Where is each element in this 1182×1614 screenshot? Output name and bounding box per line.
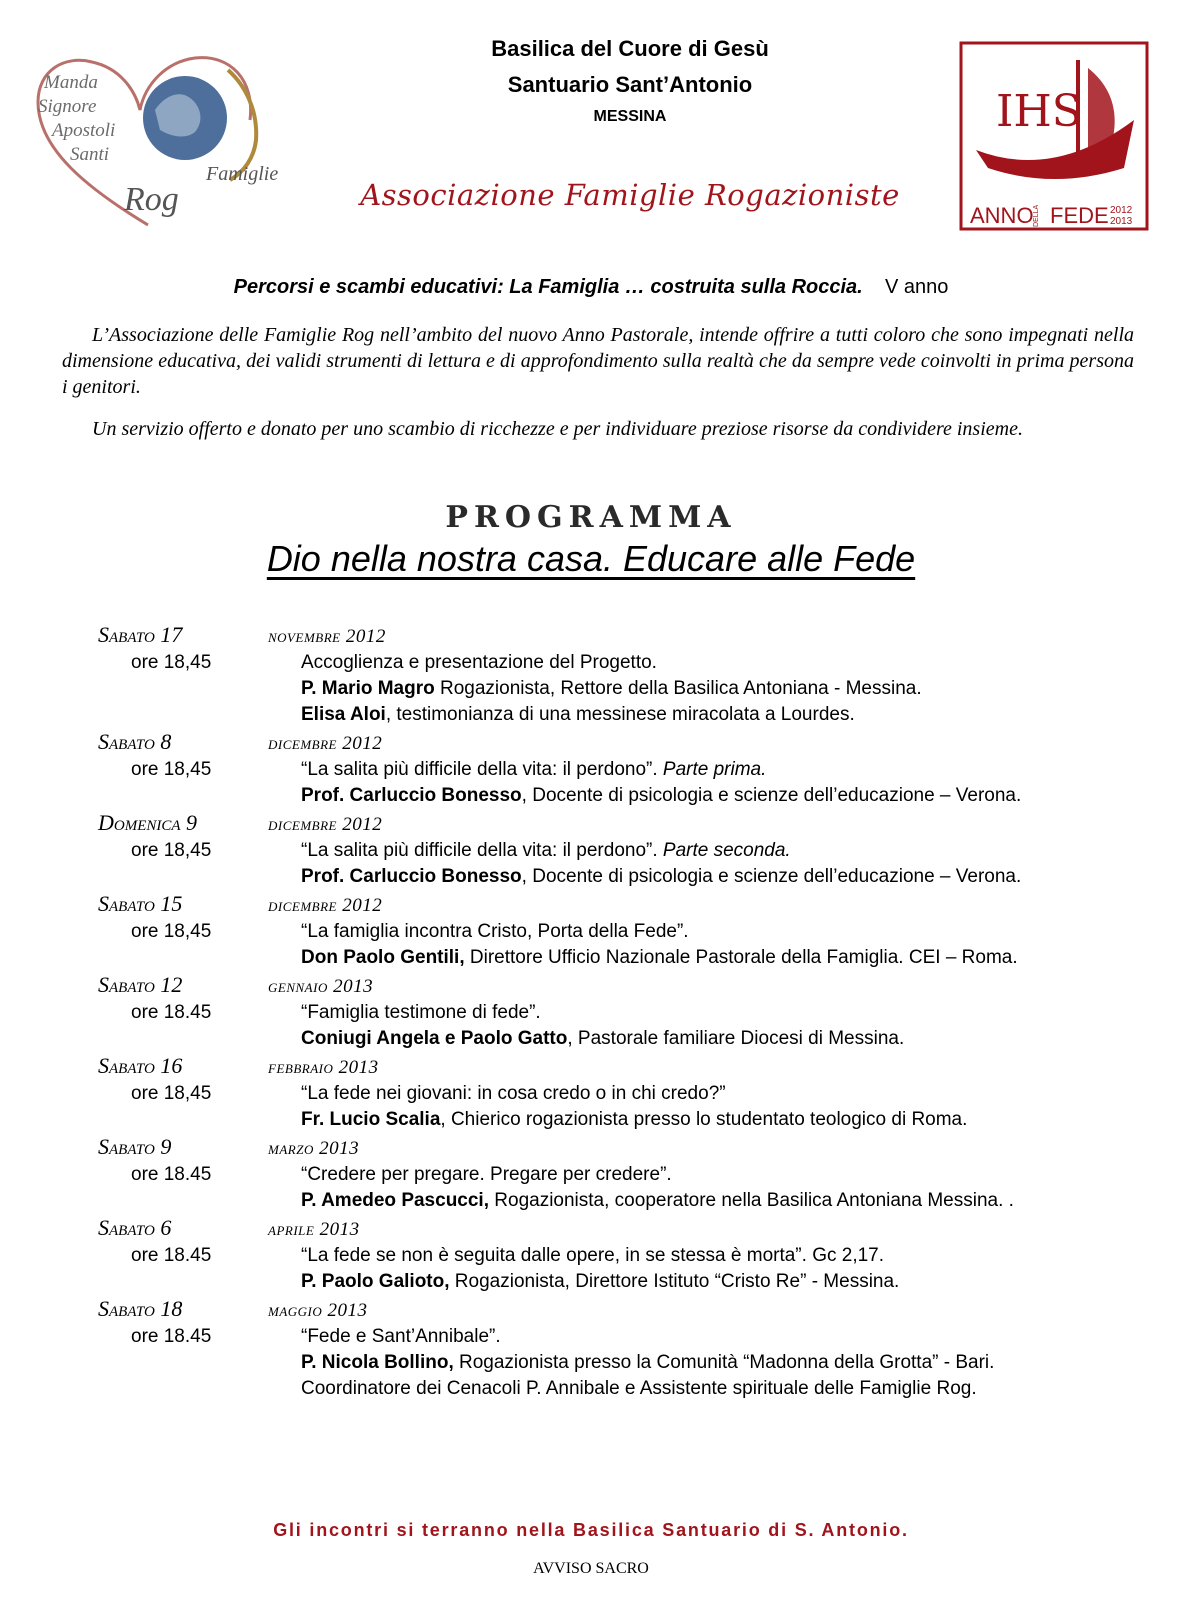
event-description: “La fede nei giovani: in cosa credo o in chi credo?” — [301, 1083, 726, 1104]
logo-year1: 2012 — [1110, 205, 1133, 216]
intro-paragraph: L’Associazione delle Famiglie Rog nell’ambito del nuovo Anno Pastorale, intende offrire a tutti coloro che sono impegnati nella dimensione educativa, dei validi strumenti di lettura e di approfondimento sulla realtà che da sempre vede coinvolti in prima persona i genitori. — [62, 324, 1134, 398]
programma-title: PROGRAMMA — [445, 500, 737, 535]
event-month: aprile 2013 — [268, 1219, 360, 1240]
event-day: Sabato 18 — [98, 1296, 183, 1321]
event-month: marzo 2013 — [268, 1138, 360, 1159]
event-day: Domenica 9 — [98, 810, 198, 835]
famiglie-rog-logo-art — [30, 40, 300, 230]
logo-fede: FEDE — [1050, 203, 1109, 228]
event-description: , Pastorale familiare Diocesi di Messina. — [567, 1028, 905, 1049]
event-description: “Fede e Sant’Annibale”. — [301, 1326, 501, 1347]
logo-word: Rog — [124, 181, 179, 218]
event-line — [301, 1243, 1158, 1269]
schedule-event — [98, 810, 1158, 890]
subtitle-italic: Percorsi e scambi educativi: La Famiglia … costruita sulla Roccia. — [233, 276, 863, 298]
speaker-name: Coniugi Angela e Paolo Gatto — [301, 1028, 568, 1049]
schedule-event — [98, 1215, 1158, 1295]
event-description: Coordinatore dei Cenacoli P. Annibale e Assistente spirituale delle Famiglie Rog. — [301, 1378, 977, 1399]
event-time: ore 18.45 — [131, 1326, 212, 1347]
logo-word: Signore — [38, 96, 97, 117]
logo-year2: 2013 — [1110, 216, 1133, 227]
schedule-event — [98, 891, 1158, 971]
event-line — [301, 1376, 1158, 1402]
logo-della: DELLA — [1033, 204, 1040, 227]
event-description: “Famiglia testimone di fede”. — [301, 1002, 541, 1023]
event-description: Accoglienza e presentazione del Progetto. — [301, 652, 657, 673]
schedule — [98, 622, 1158, 1403]
speaker-name: Elisa Aloi — [301, 704, 386, 725]
event-line — [301, 945, 1158, 971]
speaker-name: P. Mario Magro — [301, 678, 435, 699]
logo-monogram: IHS — [996, 86, 1082, 137]
header-city: MESSINA — [593, 108, 667, 125]
header-santuario: Santuario Sant’Antonio — [507, 72, 753, 97]
intro-paragraph: Un servizio offerto e donato per uno scambio di ricchezze e per individuare preziose risorse da condividere insieme. — [92, 418, 1023, 440]
event-line — [301, 676, 1158, 702]
event-day: Sabato 17 — [98, 622, 183, 647]
schedule-event — [98, 1296, 1158, 1402]
event-line — [301, 864, 1158, 890]
event-month: febbraio 2013 — [268, 1057, 379, 1078]
event-line — [301, 1269, 1158, 1295]
venue-notice: Gli incontri si terranno nella Basilica Santuario di S. Antonio. — [273, 1520, 909, 1540]
event-day: Sabato 16 — [98, 1053, 183, 1078]
event-time: ore 18,45 — [131, 759, 212, 780]
event-time: ore 18,45 — [131, 1083, 212, 1104]
event-month: maggio 2013 — [268, 1300, 368, 1321]
event-description: “La salita più difficile della vita: il perdono”. — [301, 759, 663, 780]
event-month: dicembre 2012 — [268, 895, 383, 916]
event-line — [301, 650, 1158, 676]
schedule-event — [98, 1053, 1158, 1133]
event-description: , Chierico rogazionista presso lo studentato teologico di Roma. — [440, 1109, 968, 1130]
event-part: Parte seconda. — [662, 840, 791, 861]
event-description: , testimonianza di una messinese miracolata a Lourdes. — [385, 704, 855, 725]
event-month: gennaio 2013 — [268, 976, 374, 997]
event-description: Direttore Ufficio Nazionale Pastorale della Famiglia. CEI – Roma. — [464, 947, 1018, 968]
event-line — [301, 783, 1158, 809]
schedule-event — [98, 972, 1158, 1052]
event-day: Sabato 15 — [98, 891, 183, 916]
speaker-name: Don Paolo Gentili, — [301, 947, 465, 968]
event-time: ore 18,45 — [131, 652, 212, 673]
event-line — [301, 702, 1158, 728]
schedule-event — [98, 729, 1158, 809]
avviso-sacro: AVVISO SACRO — [533, 1560, 649, 1577]
event-description: “Credere per pregare. Pregare per credere”. — [301, 1164, 672, 1185]
schedule-event — [98, 1134, 1158, 1214]
event-day: Sabato 12 — [98, 972, 183, 997]
event-line — [301, 1000, 1158, 1026]
event-day: Sabato 6 — [98, 1215, 172, 1240]
event-time: ore 18.45 — [131, 1245, 212, 1266]
event-month: dicembre 2012 — [268, 814, 383, 835]
logo-word: Apostoli — [52, 120, 116, 141]
subtitle — [0, 276, 1182, 299]
event-description: Rogazionista presso la Comunità “Madonna della Grotta” - Bari. — [453, 1352, 995, 1373]
logo-word: Manda — [44, 72, 98, 93]
event-line — [301, 1162, 1158, 1188]
event-description: , Docente di psicologia e scienze dell’educazione – Verona. — [521, 866, 1022, 887]
header — [380, 34, 880, 128]
event-description: “La salita più difficile della vita: il perdono”. — [301, 840, 663, 861]
programma-subtitle: Dio nella nostra casa. Educare alle Fede — [266, 538, 916, 579]
event-line — [301, 757, 1158, 783]
schedule-event — [98, 622, 1158, 728]
event-line — [301, 1107, 1158, 1133]
event-line — [301, 1026, 1158, 1052]
event-time: ore 18.45 — [131, 1164, 212, 1185]
event-day: Sabato 8 — [98, 729, 172, 754]
event-part: Parte prima. — [662, 759, 767, 780]
logo-word: Famiglie — [206, 163, 279, 185]
event-line — [301, 1188, 1158, 1214]
event-line — [301, 838, 1158, 864]
association-name: Associazione Famiglie Rogazioniste — [360, 178, 900, 212]
event-line — [301, 919, 1158, 945]
logo-word: Santi — [70, 144, 110, 165]
event-line — [301, 1350, 1158, 1376]
event-description: , Docente di psicologia e scienze dell’educazione – Verona. — [521, 785, 1022, 806]
anno-della-fede-logo-art — [958, 40, 1150, 232]
famiglie-rog-logo — [30, 40, 300, 230]
event-line — [301, 1081, 1158, 1107]
event-time: ore 18,45 — [131, 840, 212, 861]
header-basilica: Basilica del Cuore di Gesù — [491, 36, 769, 61]
subtitle-year: V anno — [884, 276, 949, 298]
event-description: “La fede se non è seguita dalle opere, in se stessa è morta”. Gc 2,17. — [301, 1245, 885, 1266]
speaker-name: P. Nicola Bollino, — [301, 1352, 454, 1373]
speaker-name: Fr. Lucio Scalia — [301, 1109, 441, 1130]
speaker-name: P. Amedeo Pascucci, — [301, 1190, 489, 1211]
speaker-name: Prof. Carluccio Bonesso — [301, 785, 522, 806]
speaker-name: P. Paolo Galioto, — [301, 1271, 450, 1292]
speaker-name: Prof. Carluccio Bonesso — [301, 866, 522, 887]
event-time: ore 18,45 — [131, 921, 212, 942]
event-description: Rogazionista, Rettore della Basilica Antoniana - Messina. — [434, 678, 922, 699]
logo-anno: ANNO — [970, 203, 1034, 228]
programma-subtitle-wrap — [0, 538, 1182, 580]
event-month: novembre 2012 — [268, 626, 386, 647]
event-time: ore 18.45 — [131, 1002, 212, 1023]
anno-della-fede-logo — [958, 40, 1150, 232]
event-line — [301, 1324, 1158, 1350]
event-day: Sabato 9 — [98, 1134, 172, 1159]
event-description: Rogazionista, Direttore Istituto “Cristo Re” - Messina. — [449, 1271, 900, 1292]
event-description: “La famiglia incontra Cristo, Porta della Fede”. — [301, 921, 689, 942]
event-description: Rogazionista, cooperatore nella Basilica Antoniana Messina. . — [489, 1190, 1014, 1211]
event-month: dicembre 2012 — [268, 733, 383, 754]
